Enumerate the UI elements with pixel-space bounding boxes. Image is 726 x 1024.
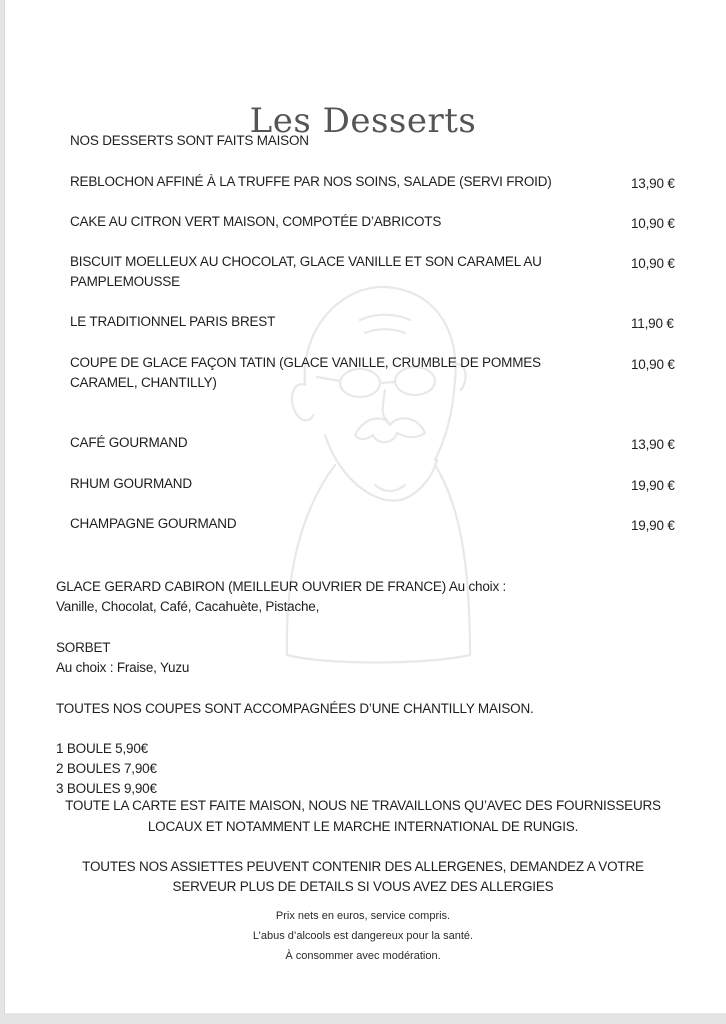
allergen-note-line: TOUTES NOS ASSIETTES PEUVENT CONTENIR DES ALLERGENES, DEMANDEZ A VOTRE — [82, 859, 644, 874]
allergen-note-line: SERVEUR PLUS DE DETAILS SI VOUS AVEZ DES ALLERGIES — [172, 879, 554, 894]
boules-price: 2 BOULES 7,90€ — [56, 761, 157, 776]
item-name — [70, 252, 590, 292]
item-name: CHAMPAGNE GOURMAND — [70, 516, 237, 531]
legal-text: L’abus d’alcools est dangereux pour la santé. — [252, 930, 474, 942]
glace-flavors: Vanille, Chocolat, Café, Cacahuète, Pistache, — [56, 599, 320, 614]
maison-note-line: LOCAUX ET NOTAMMENT LE MARCHE INTERNATIONAL DE RUNGIS. — [147, 819, 579, 834]
item-price: 19,90 € — [631, 518, 675, 533]
item-price: 10,90 € — [631, 256, 675, 271]
boules-price: 3 BOULES 9,90€ — [56, 781, 157, 796]
item-name — [70, 353, 590, 393]
sorbet-flavors: Au choix : Fraise, Yuzu — [56, 660, 190, 675]
intro-text: NOS DESSERTS SONT FAITS MAISON — [70, 133, 309, 148]
item-price: 13,90 € — [631, 176, 675, 191]
item-price: 10,90 € — [631, 357, 675, 372]
coupes-note: TOUTES NOS COUPES SONT ACCOMPAGNÉES D’UNE CHANTILLY MAISON. — [56, 701, 534, 716]
item-name-line: COUPE DE GLACE FAÇON TATIN (GLACE VANILLE, CRUMBLE DE POMMES — [70, 355, 541, 370]
item-name: RHUM GOURMAND — [70, 476, 192, 491]
item-name: REBLOCHON AFFINÉ À LA TRUFFE PAR NOS SOINS, SALADE (SERVI FROID) — [70, 174, 552, 189]
item-price: 19,90 € — [631, 478, 675, 493]
maison-note-line: TOUTE LA CARTE EST FAITE MAISON, NOUS NE TRAVAILLONS QU’AVEC DES FOURNISSEURS — [65, 798, 661, 813]
glace-heading: GLACE GERARD CABIRON (MEILLEUR OUVRIER DE FRANCE) Au choix : — [56, 579, 507, 594]
item-name-line: PAMPLEMOUSSE — [70, 274, 180, 289]
item-name: LE TRADITIONNEL PARIS BREST — [70, 314, 276, 329]
item-price: 11,90 € — [631, 316, 674, 331]
page-title: Les Desserts — [249, 100, 477, 141]
item-price: 10,90 € — [631, 216, 675, 231]
sorbet-heading: SORBET — [56, 640, 111, 655]
item-price: 13,90 € — [631, 437, 675, 452]
item-name-line: BISCUIT MOELLEUX AU CHOCOLAT, GLACE VANILLE ET SON CARAMEL AU — [70, 254, 542, 269]
boules-price: 1 BOULE 5,90€ — [56, 741, 148, 756]
legal-text: À consommer avec modération. — [285, 950, 441, 962]
item-name-line: CARAMEL, CHANTILLY) — [70, 375, 217, 390]
item-name: CAFÉ GOURMAND — [70, 435, 188, 450]
legal-text: Prix nets en euros, service compris. — [275, 910, 451, 922]
item-name: CAKE AU CITRON VERT MAISON, COMPOTÉE D’ABRICOTS — [70, 214, 442, 229]
